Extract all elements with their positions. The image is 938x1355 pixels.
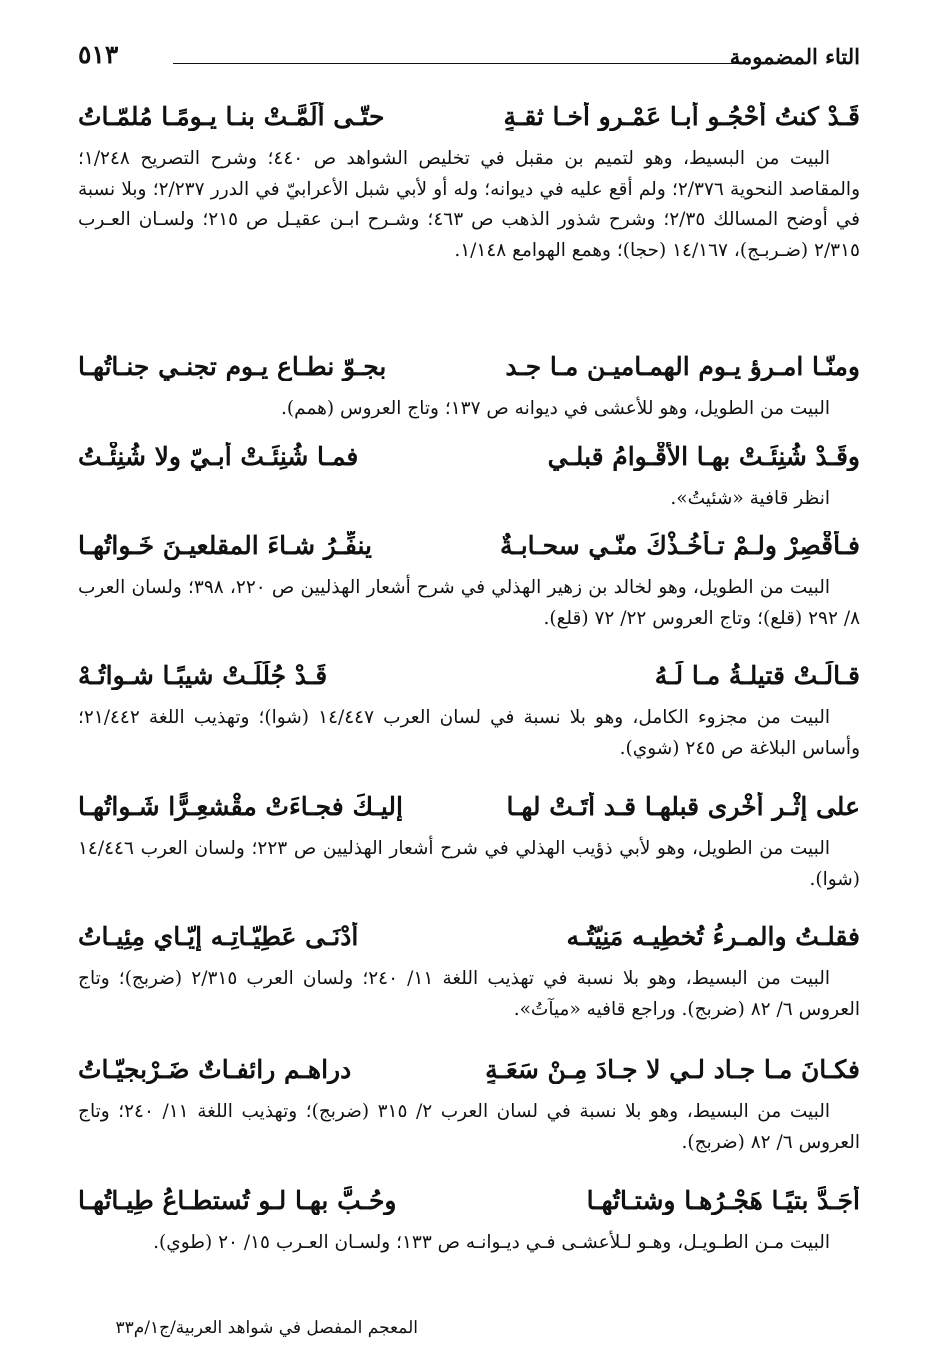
verse-line xyxy=(78,1180,860,1226)
verse-entry xyxy=(78,1049,860,1158)
first-hemistich: فقلـتُ والمـرءُ تُخطِيـه مَنِيّتُـه xyxy=(566,922,860,951)
verse-entry xyxy=(78,1180,860,1259)
second-hemistich: أدْنَـى عَطِيّـاتِـه إيّـاي مِئِيـاتُ xyxy=(78,922,359,951)
verse-entry xyxy=(78,786,860,895)
verse-line xyxy=(78,96,860,142)
header-rule xyxy=(173,63,740,64)
first-hemistich: أجَـدَّ بتيًـا هَجْـرُهـا وشتـاتُهـا xyxy=(586,1186,860,1215)
verse-line xyxy=(78,436,860,482)
second-hemistich: ينفِّـرُ شـاءَ المقلعيـنَ خَـواتُهـا xyxy=(78,531,372,560)
verse-line xyxy=(78,525,860,571)
first-hemistich: قَـدْ كنتُ أَحْجُـو أبـا عَمْـرٍو أخـا ثقـةٍ xyxy=(503,102,860,131)
first-hemistich: قـالَـتْ قتيلـةُ مـا لَـهُ xyxy=(654,661,860,690)
first-hemistich: وقَـدْ شُنِئَـتْ بهـا الأقْـوامُ قبلـي xyxy=(547,442,860,471)
first-hemistich: فـأقْصِرْ ولـمْ تـأخُـذْكَ منّـي سحـابـةٌ xyxy=(500,531,860,560)
verse-entry xyxy=(78,96,860,266)
verse-line xyxy=(78,1049,860,1095)
verse-line xyxy=(78,786,860,832)
page-footer: المعجم المفصل في شواهد العربية/ج١/م٣٣ xyxy=(115,1318,418,1338)
verse-note: البيت من الطويل، وهو للأعشى في ديوانه ص ١٣٧؛ وتاج العروس (همم). xyxy=(281,398,830,419)
verse-note: انظر قافية «شئيتُ». xyxy=(670,488,830,509)
second-hemistich: قَـدْ جُلِّلَـتْ شيبًـا شـواتُـهْ xyxy=(78,661,328,690)
verse-line xyxy=(78,346,860,392)
second-hemistich: وحُـبَّ بهـا لـو تُستطـاعُ طِيـاتُهـا xyxy=(78,1186,397,1215)
page-number: ٥١٣ xyxy=(78,40,119,69)
verse-entry xyxy=(78,916,860,1025)
verse-note: البيت مـن الطـويـل، وهـو لـلأعشـى فـي ديـوانـه ص ١٣٣؛ ولسـان العـرب ١٥/ ٢٠ (طوي). xyxy=(153,1232,830,1253)
verse-note: البيت من مجزوء الكامل، وهو بلا نسبة في لسان العرب ١٤/٤٤٧ (شوا)؛ وتهذيب اللغة ٢١/٤٤٢؛ وأساس البلاغة ص ٢٤٥ (شوي). xyxy=(78,707,860,759)
verse-entry xyxy=(78,655,860,764)
verse-note: البيت من الطويل، وهو لأبي ذؤيب الهذلي في شرح أشعار الهذليين ص ٢٢٣؛ ولسان العرب ١٤/٤٤٦ (شوا). xyxy=(78,838,860,890)
verse-note: البيت من البسيط، وهو لتميم بن مقبل في تخليص الشواهد ص ٤٤٠؛ وشرح التصريح ١/٢٤٨؛ والمقاصد النحوية ٢/٣٧٦؛ ولم أقع عليه في ديوانه؛ وله أو لأبي شبل الأعرابيّ في الدرر ٢/٢٣٧؛ وبلا نسبة في أوضح المسالك ٢/٣٥؛ وشرح شذور الذهب ص ٤٦٣؛ وشـرح ابـن عقيـل ص ٢١٥؛ ولسـان العـرب ٢/٣١٥ (ضـربـج)، ١٤/١٦٧ (حجا)؛ وهمع الهوامع ١/١٤٨. xyxy=(78,148,861,261)
verse-line xyxy=(78,655,860,701)
page-header xyxy=(78,40,860,76)
first-hemistich: فكـانَ مـا جـاد لـي لا جـادَ مِـنْ سَعَـةٍ xyxy=(485,1055,860,1084)
verse-entry xyxy=(78,436,860,515)
verse-line xyxy=(78,916,860,962)
verse-note: البيت من الطويل، وهو لخالد بن زهير الهذلي في شرح أشعار الهذليين ص ٢٢٠، ٣٩٨؛ ولسان العرب ٨/ ٢٩٢ (قلع)؛ وتاج العروس ٢٢/ ٧٢ (قلع). xyxy=(78,577,860,629)
first-hemistich: على إثْـرِ أُخْرى قبلهـا قـد أتَـتْ لهـا xyxy=(506,792,860,821)
first-hemistich: ومنّـا امـرؤ يـوم الهمـاميـن مـا جـد xyxy=(505,352,860,381)
verse-note: البيت من البسيط، وهو بلا نسبة في لسان العرب ٢/ ٣١٥ (ضربج)؛ وتهذيب اللغة ١١/ ٢٤٠؛ وتاج العروس ٦/ ٨٢ (ضربج). xyxy=(78,1101,860,1153)
second-hemistich: دراهـم رائفـاتٌ ضَـرْبجيّـاتُ xyxy=(78,1055,352,1084)
second-hemistich: بجـوّ نطـاع يـوم تجنـي جنـاتُهـا xyxy=(78,352,387,381)
verse-entry xyxy=(78,346,860,425)
verse-note: البيت من البسيط، وهو بلا نسبة في تهذيب اللغة ١١/ ٢٤٠؛ ولسان العرب ٢/٣١٥ (ضربج)؛ وتاج العروس ٦/ ٨٢ (ضربج). وراجع قافيه «ميآتُ». xyxy=(78,968,860,1020)
running-title: التاء المضمومة xyxy=(729,44,860,69)
verse-entry xyxy=(78,525,860,634)
second-hemistich: إليـكَ فجـاءَتْ مقْشعِـرًّا شَـواتُهـا xyxy=(78,792,403,821)
second-hemistich: حتّـى أَلَمَّـتْ بنـا يـومًـا مُلمّـاتُ xyxy=(78,102,385,131)
second-hemistich: فمـا شُنِئَـتْ أبـيّ ولا شُنِئْـتُ xyxy=(78,442,359,471)
